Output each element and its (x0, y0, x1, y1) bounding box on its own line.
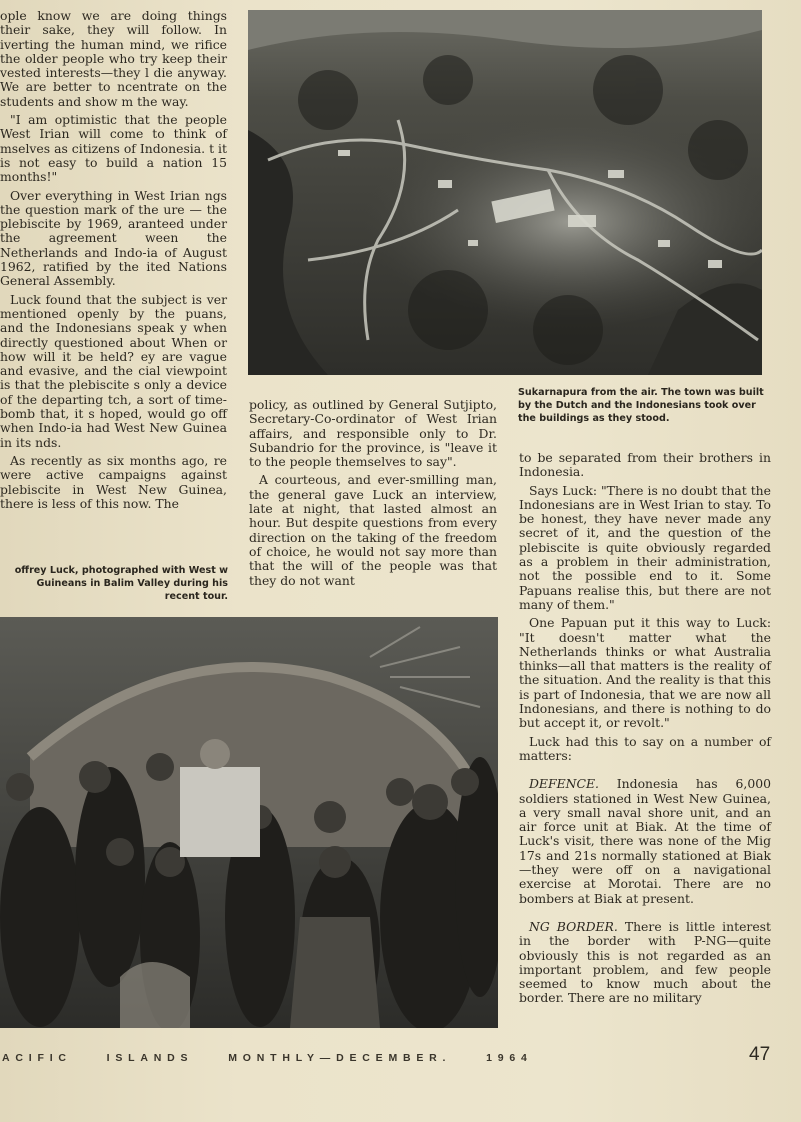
aerial-photo-sukarnapura (248, 10, 762, 375)
middle-column (249, 398, 497, 592)
border-paragraph (519, 920, 771, 1006)
group-photo-image (0, 617, 498, 1028)
page-number: 47 (749, 1044, 771, 1065)
defence-heading: DEFENCE. (529, 776, 599, 792)
defence-paragraph (519, 777, 771, 906)
left-column (0, 9, 227, 515)
magazine-name-date: ACIFIC ISLANDS MONTHLY—DECEMBER. 1964 (2, 1052, 533, 1064)
photo-caption-aerial: Sukarnapura from the air. The town was built by the Dutch and the Indonesians took over the buildings as they stood. (518, 387, 764, 424)
paragraph: Luck had this to say on a number of matters: (519, 733, 771, 763)
paragraph: "I am optimistic that the people West Irian will come to think of mselves as citizens of Indonesia. t it is not easy to build a nation 15 months!" (0, 112, 227, 185)
paragraph: ople know we are doing things their sake, they will follow. In iverting the human mind, we rifice the older people who try keep their vested interests—they l die anyway. We are better to ncentrate on the students and show m the way. (0, 8, 227, 109)
aerial-photo-image (248, 10, 762, 375)
paragraph: to be separated from their brothers in Indonesia. (519, 450, 771, 480)
defence-body: Indonesia has 6,000 soldiers stationed in West New Guinea, a very small naval shore unit, and an air force unit at Biak. At the time of Luck's visit, there was none of the Mig 17s and 21s normally stationed at Biak—they were off on a navigational exercise at Morotai. There are no bombers at Biak at present. (519, 776, 771, 906)
paragraph: policy, as outlined by General Sutjipto, Secretary-Co-ordinator of West Irian affairs, and responsible only to Dr. Subandrio for the province, is "leave it to the people themselves to say". (249, 397, 497, 470)
paragraph: One Papuan put it this way to Luck: "It doesn't matter what the Netherlands thinks or what Australia thinks—all that matters is the reality of the situation. And the reality is that this is part of Indonesia, that we are now all Indonesians, and there is nothing to do but accept it, or revolt." (519, 615, 771, 731)
photo-caption-luck: offrey Luck, photographed with West w Guineans in Balim Valley during his recent tour. (14, 565, 228, 602)
paragraph: Luck found that the subject is ver mentioned openly by the puans, and the Indonesians speak y when directly questioned about When or how will it be held? ey are vague and evasive, and the cial viewpoint is that the plebiscite s only a device of the departing tch, a sort of time-bomb that, it s hoped, would go off when Indo-ia had West New Guinea in its nds. (0, 291, 227, 450)
paragraph: A courteous, and ever-smilling man, the general gave Luck an interview, late at night, that lasted almost an hour. But despite questions from every direction on the taking of the freedom of choice, he would not say more than that the will of the people was that they do not want (249, 472, 497, 588)
paragraph: Over everything in West Irian ngs the question mark of the ure — the plebiscite by 1969, aranteed under the agreement ween the Netherlands and Indo-ia of August 1962, ratified by the ited Nations General Assembly. (0, 187, 227, 289)
border-body: There is little interest in the border with P-NG—quite obviously this is not regarded as an important problem, and few people seemed to know much about the border. There are no military (519, 918, 771, 1006)
group-photo-balim-valley (0, 617, 498, 1028)
right-column (519, 451, 771, 1010)
page-footer (0, 1040, 801, 1070)
paragraph: Says Luck: "There is no doubt that the Indonesians are in West Irian to stay. To be honest, they have never made any secret of it, and the question of the plebiscite is quite obviously regarded as a problem in their administration, not the possible end to it. Some Papuans realise this, but there are not many of them." (519, 482, 771, 612)
border-heading: NG BORDER. (529, 918, 618, 934)
paragraph: As recently as six months ago, re were active campaigns against plebiscite in West New Guinea, there is less of this now. The (0, 452, 227, 511)
